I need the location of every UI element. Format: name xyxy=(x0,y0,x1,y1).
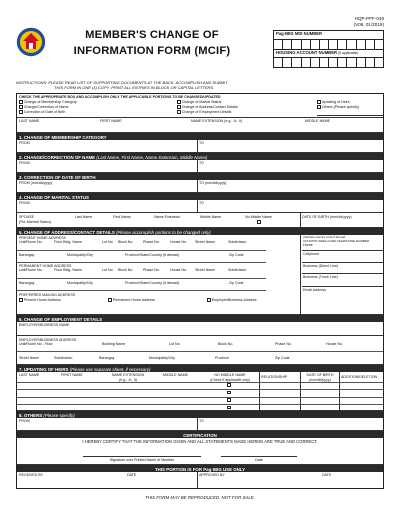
present-street-label: Street Name xyxy=(195,240,216,245)
spouse-first-label: First Name xyxy=(113,215,131,220)
received-date-label: DATE xyxy=(127,473,137,478)
section-2-header: 2. CHANGE/CORRECTION OF NAME (Last Name, First Name, Name Extension, Middle Name) xyxy=(17,153,383,160)
certification-header: CERTIFICATION xyxy=(17,431,383,438)
pagibig-logo-icon xyxy=(16,27,46,57)
present-floor-label: Floor Bldg. Name xyxy=(54,240,82,245)
others-specify-line[interactable] xyxy=(317,115,383,116)
mid-number-field[interactable] xyxy=(274,39,383,49)
section-3-fields[interactable] xyxy=(17,180,383,193)
employer-building-label: Building Name xyxy=(102,342,126,347)
heir-3-no-middle-checkbox[interactable] xyxy=(227,398,232,402)
s3-to-label: TO (mm/dd/yyyy) xyxy=(199,181,227,186)
present-block-label: Block No. xyxy=(118,240,134,245)
present-province-label: Province/State/Country (if abroad) xyxy=(125,253,180,258)
home-phone-label: Home xyxy=(303,243,313,248)
business-direct-label: Business (Direct Line) xyxy=(303,264,339,269)
check-name-change[interactable]: Change/Correction of Name xyxy=(19,105,69,109)
checkbox-icon[interactable] xyxy=(19,298,23,302)
section-5-header: 5. CHANGE OF ADDRESS/CONTACT DETAILS (Please accomplish portions to be changed only) xyxy=(17,228,383,235)
preferred-mailing-label: PREFERRED MAILING ADDRESS xyxy=(19,293,76,298)
permanent-barangay-label: Barangay xyxy=(19,281,35,286)
reproduction-note: THIS FORM MAY BE REPRODUCED. NOT FOR SALE. xyxy=(145,495,255,501)
checkbox-icon[interactable] xyxy=(207,298,211,302)
heir-addition-deletion-col: ADDITION/DELETION xyxy=(341,375,378,380)
employer-barangay-label: Barangay xyxy=(99,356,115,361)
signature-label: Signature over Printed Name of Member xyxy=(109,457,175,462)
opt-present-home[interactable]: Present Home Address xyxy=(19,298,61,302)
section-1-fields[interactable] xyxy=(17,140,383,153)
check-membership-category[interactable]: Change of Membership Category xyxy=(19,100,77,104)
section-3-header: 3. CORRECTION OF DATE OF BIRTH xyxy=(17,173,383,180)
cellphone-label: Cellphone xyxy=(303,252,320,257)
heir-middle-name-col: MIDDLE NAME xyxy=(163,373,188,378)
present-unit-label: Unit/Room No. xyxy=(19,240,43,245)
employer-unit-label: Unit/Room No., Floor xyxy=(19,342,53,347)
employer-phase-label: Phase No. xyxy=(275,342,292,347)
check-marital-status[interactable]: Change of Marital Status xyxy=(177,100,221,104)
heirs-table[interactable] xyxy=(17,372,383,411)
employer-address-block[interactable] xyxy=(17,336,383,365)
employer-block-label: Block No. xyxy=(218,342,234,347)
checkbox-icon[interactable] xyxy=(227,406,231,410)
permanent-address-label: PERMANENT HOME ADDRESS xyxy=(19,264,72,269)
checkbox-icon[interactable] xyxy=(227,398,231,402)
present-municipality-label: Municipality/City xyxy=(67,253,93,258)
checkbox-icon[interactable] xyxy=(19,100,23,104)
employer-zip-label: Zip Code xyxy=(275,356,290,361)
form-title xyxy=(62,27,242,59)
heir-2-no-middle-checkbox[interactable] xyxy=(227,391,232,395)
instructions-line-2: THIS FORM IN ONE (1) COPY. PRINT ALL ENTRIES IN BLOCK OR CAPITAL LETTERS. xyxy=(54,85,215,91)
present-barangay-label: Barangay xyxy=(19,253,35,258)
checkbox-icon[interactable] xyxy=(317,105,321,109)
form-version: (V06, 01/2019) xyxy=(353,21,384,27)
present-address-label: PRESENT HOME ADDRESS xyxy=(19,236,66,241)
spouse-row[interactable] xyxy=(17,213,383,228)
heir-relationship-col: RELATIONSHIP xyxy=(261,375,288,380)
checkbox-icon[interactable] xyxy=(257,220,261,224)
s8-to-label: TO xyxy=(199,419,204,424)
certification-text: I HEREBY CERTIFY THAT THE INFORMATION GIVEN AND ALL STATEMENTS MADE HEREIN ARE TRUE AND CORRECT. xyxy=(82,439,318,445)
change-type-checklist xyxy=(17,94,383,118)
email-label: Email Address xyxy=(303,288,326,293)
business-trunk-label: Business (Trunk Line) xyxy=(303,275,338,280)
approved-by-label: APPROVED BY xyxy=(199,473,225,478)
spouse-middle-label: Middle Name xyxy=(200,215,222,220)
permanent-floor-label: Floor Bldg. Name xyxy=(54,268,82,273)
present-subdivision-label: Subdivision xyxy=(228,240,247,245)
form-code xyxy=(354,16,384,28)
employer-municipality-label: Municipality/City xyxy=(149,356,175,361)
certification-block xyxy=(17,438,383,465)
section-2-fields[interactable] xyxy=(17,160,383,173)
section-4-header: 4. CHANGE OF MARITAL STATUS xyxy=(17,193,383,200)
country-code-note-2: COUNTRY-AREA CODE-TELEPHONE NUMBER xyxy=(303,238,370,243)
heir-dob-col: DATE OF BIRTH (mm/dd/yyyy) xyxy=(306,373,334,382)
checkbox-icon[interactable] xyxy=(317,100,321,104)
country-code-note-1: (Indicate country code if abroad xyxy=(303,235,346,240)
check-employment[interactable]: Change of Employment Details xyxy=(177,110,231,114)
permanent-zip-label: Zip Code xyxy=(229,281,244,286)
section-8-fields[interactable] xyxy=(17,418,383,431)
heir-4-no-middle-checkbox[interactable] xyxy=(227,406,232,410)
housing-account-field[interactable] xyxy=(274,57,383,67)
checkbox-icon[interactable] xyxy=(177,105,181,109)
employer-address-label: EMPLOYER/BUSINESS ADDRESS xyxy=(19,338,77,343)
id-numbers-box xyxy=(273,30,384,68)
section-1-header: 1. CHANGE OF MEMBERSHIP CATEGORY xyxy=(17,133,383,140)
no-middle-name-checkbox[interactable] xyxy=(257,220,262,224)
permanent-unit-label: Unit/Room No. xyxy=(19,268,43,273)
spouse-label: SPOUSE xyxy=(19,215,34,220)
employer-name-label: EMPLOYER/BUSINESS NAME xyxy=(19,323,70,328)
checkbox-icon[interactable] xyxy=(227,391,231,395)
opt-permanent-home[interactable]: Permanent Home Address xyxy=(108,298,155,302)
permanent-phase-label: Phase No. xyxy=(143,268,160,273)
section-7-header: 7. UPDATING OF HEIRS (Please use separate sheet, if necessary) xyxy=(17,365,383,372)
cert-date-label: Date xyxy=(255,457,263,462)
present-zip-label: Zip Code xyxy=(229,253,244,258)
checkbox-icon[interactable] xyxy=(108,298,112,302)
check-others[interactable]: Others (Please specify) xyxy=(317,105,359,109)
present-lot-label: Lot No. xyxy=(102,240,114,245)
checkbox-icon[interactable] xyxy=(19,110,23,114)
heir-ext-col: NAME EXTENSION (e.g., Jr., II) xyxy=(111,373,145,382)
spouse-note: (For Married Status) xyxy=(19,220,52,225)
check-heirs[interactable]: Updating of Heirs xyxy=(317,100,350,104)
last-name-label: LAST NAME xyxy=(19,119,40,124)
employer-street-label: Street Name xyxy=(19,356,40,361)
form-body xyxy=(16,93,384,489)
employer-province-label: Province xyxy=(215,356,229,361)
name-extension-label: NAME EXTENSION (e.g., Jr., II) xyxy=(191,119,243,124)
checkbox-icon[interactable] xyxy=(177,100,181,104)
spouse-ext-label: Name Extension xyxy=(154,215,181,220)
check-address-contact[interactable]: Change of Address/Contact Details xyxy=(177,105,238,109)
permanent-lot-label: Lot No. xyxy=(102,268,114,273)
s2-to-label: TO xyxy=(199,161,204,166)
s1-from-label: FROM xyxy=(19,141,30,146)
instructions xyxy=(16,80,266,90)
s4-from-label: FROM xyxy=(19,201,30,206)
s3-from-label: FROM (mm/dd/yyyy) xyxy=(19,181,53,186)
permanent-province-label: Province/State/Country (if abroad) xyxy=(125,281,180,286)
checkbox-icon[interactable] xyxy=(177,110,181,114)
form-header xyxy=(16,18,384,62)
first-name-label: FIRST NAME xyxy=(100,119,122,124)
approved-date-label: DATE xyxy=(322,473,332,478)
s4-to-label: TO xyxy=(199,201,204,206)
spouse-dob-label: DATE OF BIRTH (mm/dd/yyyy) xyxy=(302,215,352,220)
section-5-address-block[interactable] xyxy=(17,235,383,315)
permanent-house-label: House No. xyxy=(170,268,187,273)
mid-number-label: Pag-IBIG MID NUMBER xyxy=(276,31,323,36)
no-middle-name-label: No Middle Name xyxy=(245,215,272,220)
checkbox-icon[interactable] xyxy=(227,383,231,387)
office-use-fields[interactable] xyxy=(17,472,383,488)
member-name-row xyxy=(17,118,383,133)
title-line-2: INFORMATION FORM (MCIF) xyxy=(73,45,231,58)
permanent-block-label: Block No. xyxy=(118,268,134,273)
section-6-header: 6. CHANGE OF EMPLOYMENT DETAILS xyxy=(17,315,383,322)
s8-from-label: FROM xyxy=(19,419,30,424)
title-line-1: MEMBER'S CHANGE OF xyxy=(85,29,219,41)
instructions-line-1: INSTRUCTIONS: PLEASE READ LIST OF SUPPORTING DOCUMENTS AT THE BACK. ACCOMPLISH AND SUBMIT xyxy=(16,80,228,85)
employer-subdivision-label: Subdivision xyxy=(54,356,73,361)
section-8-header: 8. OTHERS (Please specify) xyxy=(17,411,383,418)
checkbox-icon[interactable] xyxy=(19,105,23,109)
heir-no-middle-col: NO MIDDLE NAME (Check if applicable only) xyxy=(209,373,251,382)
s2-from-label: FROM xyxy=(19,161,30,166)
permanent-street-label: Street Name xyxy=(195,268,216,273)
heir-first-name-col: FIRST NAME xyxy=(61,373,83,378)
employer-lot-label: Lot No. xyxy=(169,342,181,347)
opt-employer-business[interactable]: Employer/Business Address xyxy=(207,298,257,302)
section-4-status-fields[interactable] xyxy=(17,200,383,213)
employer-name-row[interactable] xyxy=(17,322,383,336)
present-phase-label: Phase No. xyxy=(143,240,160,245)
heir-last-name-col: LAST NAME xyxy=(19,373,40,378)
permanent-subdivision-label: Subdivision xyxy=(228,268,247,273)
permanent-municipality-label: Municipality/City xyxy=(67,281,93,286)
present-house-label: House No. xyxy=(170,240,187,245)
check-date-of-birth[interactable]: Correction of Date of Birth xyxy=(19,110,65,114)
heir-1-no-middle-checkbox[interactable] xyxy=(227,383,232,387)
middle-name-label: MIDDLE NAME xyxy=(305,119,330,124)
spouse-last-label: Last Name xyxy=(75,215,93,220)
office-use-header: THIS PORTION IS FOR Pag-IBIG USE ONLY xyxy=(17,465,383,472)
checklist-heading: CHECK THE APPROPRIATE BOX AND ACCOMPLISH ONLY THE APPLICABLE PORTIONS TO BE CHANGED/UPDATED xyxy=(19,95,221,100)
housing-account-label: HOUSING ACCOUNT NUMBER (if applicable) xyxy=(274,49,383,57)
received-by-label: RECEIVED BY xyxy=(19,473,44,478)
form-number: HQP-PFF-049 xyxy=(354,16,384,21)
employer-house-label: House No. xyxy=(326,342,343,347)
s1-to-label: TO xyxy=(199,141,204,146)
